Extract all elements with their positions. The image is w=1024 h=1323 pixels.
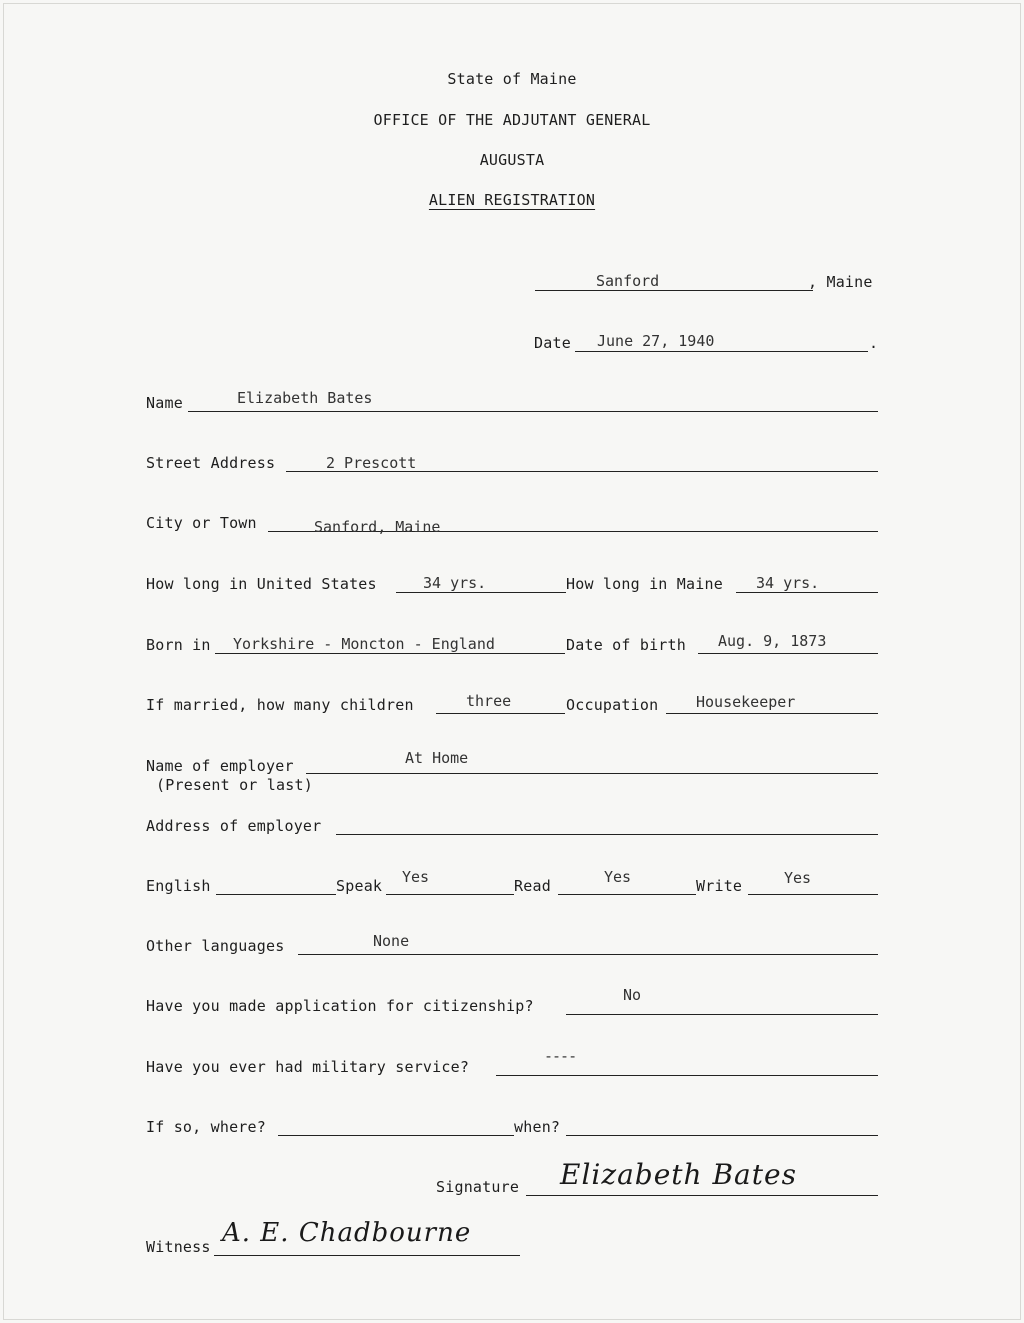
other-languages-label: Other languages: [146, 937, 285, 955]
signature-label: Signature: [436, 1178, 520, 1196]
born-in-line: [215, 653, 565, 654]
military-value: ----: [544, 1047, 577, 1065]
date-end: .: [869, 334, 879, 352]
speak-label: Speak: [336, 877, 383, 895]
children-value: three: [466, 692, 512, 710]
military-label: Have you ever had military service?: [146, 1058, 470, 1076]
witness-line: [214, 1255, 520, 1256]
how-long-maine-value: 34 yrs.: [756, 574, 820, 592]
signature-handwritten: Elizabeth Bates: [560, 1158, 797, 1191]
employer-label: Name of employer: [146, 757, 294, 775]
english-line: [216, 894, 336, 895]
place-line: [535, 290, 813, 291]
citizenship-line: [566, 1014, 878, 1015]
occupation-label: Occupation: [566, 696, 659, 714]
name-value: Elizabeth Bates: [237, 389, 373, 407]
employer-line: [306, 773, 878, 774]
born-in-value: Yorkshire - Moncton - England: [233, 635, 495, 653]
military-line: [496, 1075, 878, 1076]
form-title: ALIEN REGISTRATION: [428, 191, 596, 209]
children-label: If married, how many children: [146, 696, 414, 714]
date-of-birth-label: Date of birth: [566, 636, 686, 654]
witness-handwritten: A. E. Chadbourne: [222, 1218, 472, 1248]
state-heading: State of Maine: [447, 70, 577, 88]
occupation-line: [666, 713, 878, 714]
place-value: Sanford: [596, 272, 660, 290]
employer-address-label: Address of employer: [146, 817, 322, 835]
english-label: English: [146, 877, 211, 895]
when-line: [566, 1135, 878, 1136]
read-line: [558, 894, 696, 895]
occupation-value: Housekeeper: [696, 693, 796, 711]
how-long-us-line: [396, 592, 566, 593]
write-label: Write: [696, 877, 743, 895]
date-of-birth-line: [698, 653, 878, 654]
city-heading: AUGUSTA: [479, 151, 545, 169]
name-line: [188, 411, 878, 412]
date-label: Date: [534, 334, 571, 352]
when-label: when?: [514, 1118, 561, 1136]
speak-line: [386, 894, 514, 895]
employer-sublabel: (Present or last): [156, 776, 313, 794]
children-line: [436, 713, 565, 714]
how-long-us-value: 34 yrs.: [423, 574, 487, 592]
street-label: Street Address: [146, 454, 276, 472]
how-long-maine-line: [736, 592, 878, 593]
citizenship-label: Have you made application for citizenship?: [146, 997, 534, 1015]
name-label: Name: [146, 394, 183, 412]
other-languages-value: None: [373, 932, 410, 950]
where-line: [278, 1135, 514, 1136]
form-title-wrap: [0, 191, 1024, 209]
date-of-birth-value: Aug. 9, 1873: [718, 632, 827, 650]
write-line: [748, 894, 878, 895]
date-value: June 27, 1940: [597, 332, 715, 350]
read-value: Yes: [604, 868, 632, 886]
born-in-label: Born in: [146, 636, 211, 654]
where-label: If so, where?: [146, 1118, 266, 1136]
city-value: Sanford, Maine: [314, 518, 441, 536]
place-suffix: , Maine: [808, 273, 873, 291]
witness-label: Witness: [146, 1238, 211, 1256]
read-label: Read: [514, 877, 551, 895]
office-heading: OFFICE OF THE ADJUTANT GENERAL: [373, 111, 651, 129]
other-languages-line: [298, 954, 878, 955]
citizenship-value: No: [623, 986, 642, 1004]
employer-value: At Home: [405, 749, 469, 767]
speak-value: Yes: [402, 868, 430, 886]
how-long-us-label: How long in United States: [146, 575, 377, 593]
signature-line: [526, 1195, 878, 1196]
street-value: 2 Prescott: [326, 454, 417, 472]
date-line: [575, 351, 868, 352]
city-label: City or Town: [146, 514, 257, 532]
employer-address-line: [336, 834, 878, 835]
write-value: Yes: [784, 869, 812, 887]
how-long-maine-label: How long in Maine: [566, 575, 723, 593]
